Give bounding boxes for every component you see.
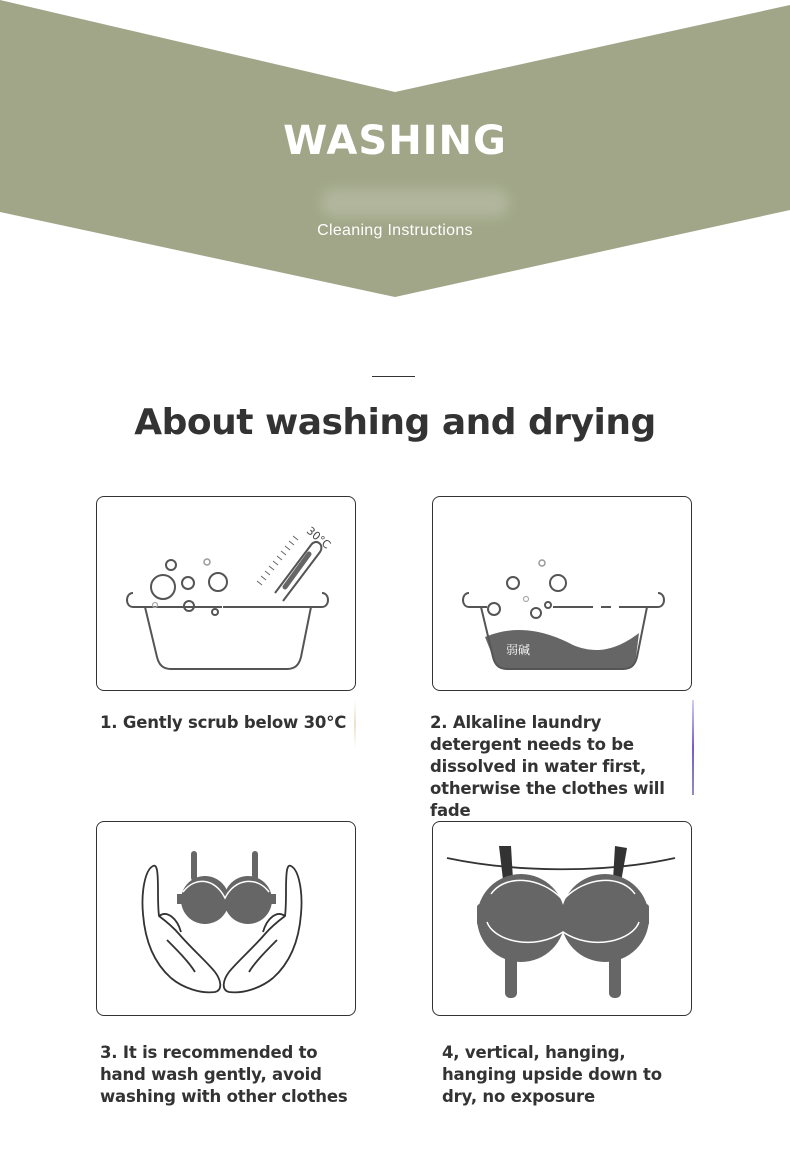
step-3-card xyxy=(96,821,356,1016)
banner-subtitle: Cleaning Instructions xyxy=(317,222,473,239)
detergent-label: 弱碱 xyxy=(506,643,531,657)
edge-artifact-line xyxy=(354,700,356,748)
header-banner xyxy=(0,0,790,300)
step-1-caption: 1. Gently scrub below 30°C xyxy=(100,713,347,732)
step-2-card xyxy=(432,496,692,691)
step-2-caption: 2. Alkaline laundry detergent needs to be dissolved in water first, otherwise the clothes will fade xyxy=(430,713,665,820)
banner-blur-decoration xyxy=(320,188,510,218)
step-3-caption: 3. It is recommended to hand wash gently, avoid washing with other clothes xyxy=(100,1043,348,1106)
thermometer-label: 30°C xyxy=(303,524,334,552)
section-title: About washing and drying xyxy=(134,402,656,443)
basin-detergent-icon xyxy=(433,497,692,691)
basin-thermometer-icon xyxy=(97,497,356,691)
step-4-caption: 4, vertical, hanging, hanging upside down to dry, no exposure xyxy=(442,1043,662,1106)
hanging-bra-icon xyxy=(433,822,692,1016)
banner-title: WASHING xyxy=(283,118,507,164)
section-divider xyxy=(372,376,415,377)
step-4-card xyxy=(432,821,692,1016)
step-1-card xyxy=(96,496,356,691)
edge-artifact-line xyxy=(692,700,694,795)
hand-wash-bra-icon xyxy=(97,822,356,1016)
